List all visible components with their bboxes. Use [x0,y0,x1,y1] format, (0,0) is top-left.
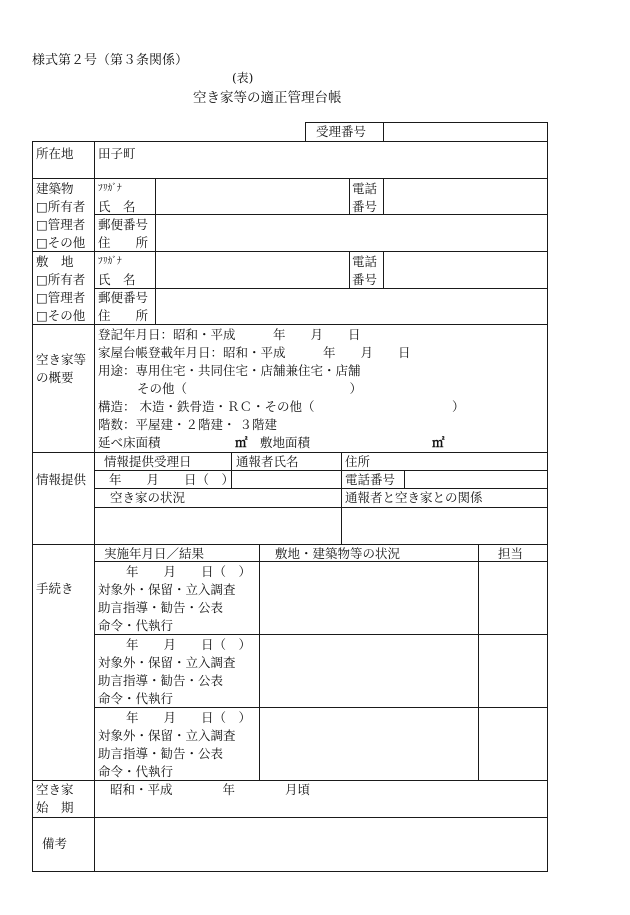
usage-line[interactable]: 用途：専用住宅・共同住宅・店舗兼住宅・店舗 [98,363,361,378]
site-area-label: 敷地面積 [260,435,311,450]
procedure-entry-2-result-2[interactable]: 助言指導・勧告・公表 [98,673,224,688]
building-owner-label-1: 建築物 [36,181,74,196]
building-phone-label-1: 電話 [352,181,378,196]
reception-number-field[interactable] [386,124,544,140]
structure-line[interactable]: 構造： 木造・鉄骨造・ＲＣ・その他（ ） [98,399,465,414]
building-owner-label-4[interactable]: □その他 [36,235,86,250]
land-owner-label-3[interactable]: □管理者 [36,290,86,305]
reporter-relation-label: 通報者と空き家との関係 [345,490,483,505]
remarks-label: 備考 [42,836,68,851]
building-address-label: 住 所 [98,235,149,250]
land-phone-label-2: 番号 [352,272,378,287]
procedure-entry-2-result-1[interactable]: 対象外・保留・立入調査 [98,655,236,670]
building-name-label: 氏 名 [98,199,136,214]
reporter-relation-field[interactable] [343,509,545,542]
procedure-entry-3-result-3[interactable]: 命令・代執行 [98,764,174,779]
procedure-entry-1-result-2[interactable]: 助言指導・勧告・公表 [98,600,224,615]
land-address-label: 住 所 [98,308,149,323]
procedure-entry-1-date[interactable]: 年 月 日（ ） [126,564,252,579]
summary-label-2: の概要 [36,370,74,385]
front-label: (表) [232,71,254,85]
procedure-label: 手続き [36,581,74,596]
usage-other-line[interactable]: その他（ ） [137,381,363,396]
vacancy-start-label-1: 空き家 [36,782,74,797]
land-name-label: 氏 名 [98,272,136,287]
location-value[interactable]: 田子町 [98,146,136,161]
registration-date-line[interactable]: 登記年月日：昭和・平成 年 月 日 [98,327,361,342]
summary-label-1: 空き家等 [36,352,87,367]
building-postal-label: 郵便番号 [98,217,149,232]
building-owner-label-2[interactable]: □所有者 [36,199,86,214]
form-number: 様式第２号（第３条関係） [32,53,189,68]
procedure-entry-2-result-3[interactable]: 命令・代執行 [98,691,174,706]
received-date-label: 情報提供受理日 [104,454,192,469]
land-owner-label-1: 敷 地 [36,254,74,269]
building-phone-label-2: 番号 [352,199,378,214]
procedure-entry-3-result-2[interactable]: 助言指導・勧告・公表 [98,746,224,761]
vacancy-start-value[interactable]: 昭和・平成 年 月頃 [110,782,311,797]
vacancy-status-field[interactable] [96,509,339,542]
building-furigana-label: ﾌﾘｶﾞﾅ [98,183,122,194]
floors-line[interactable]: 階数：平屋建・２階建・ ３階建 [98,417,277,432]
building-owner-label-3[interactable]: □管理者 [36,217,86,232]
ledger-date-line[interactable]: 家屋台帳登載年月日：昭和・平成 年 月 日 [98,345,411,360]
procedure-entry-3-date[interactable]: 年 月 日（ ） [126,710,252,725]
procedure-header-status: 敷地・建築物等の状況 [275,546,401,561]
procedure-entry-1-result-1[interactable]: 対象外・保留・立入調査 [98,582,236,597]
procedure-header-date: 実施年月日／結果 [104,546,205,561]
procedure-header-staff: 担当 [498,546,524,561]
reporter-phone-label: 電話番号 [345,472,396,487]
location-label: 所在地 [36,146,74,161]
remarks-field[interactable] [96,819,545,869]
floor-area-label: 延べ床面積 [98,435,161,450]
reporter-address-label: 住所 [345,454,371,469]
vacancy-start-label-2: 始 期 [36,800,74,815]
info-provision-label: 情報提供 [36,472,87,487]
land-postal-label: 郵便番号 [98,290,149,305]
land-furigana-label: ﾌﾘｶﾞﾅ [98,256,122,267]
vacancy-status-label: 空き家の状況 [110,490,186,505]
land-phone-label-1: 電話 [352,254,378,269]
land-owner-label-2[interactable]: □所有者 [36,272,86,287]
reporter-name-field[interactable] [233,472,339,487]
land-owner-label-4[interactable]: □その他 [36,308,86,323]
procedure-entry-1-result-3[interactable]: 命令・代執行 [98,618,174,633]
site-area-unit: ㎡ [432,435,445,450]
procedure-entry-3-result-1[interactable]: 対象外・保留・立入調査 [98,728,236,743]
received-date-value[interactable]: 年 月 日（ ） [109,472,235,487]
reporter-phone-field[interactable] [406,472,545,487]
floor-area-unit: ㎡ [235,435,248,450]
reporter-name-label: 通報者氏名 [236,454,299,469]
reception-number-label: 受理番号 [316,124,367,139]
form-title: 空き家等の適正管理台帳 [193,90,342,106]
procedure-entry-2-date[interactable]: 年 月 日（ ） [126,637,252,652]
